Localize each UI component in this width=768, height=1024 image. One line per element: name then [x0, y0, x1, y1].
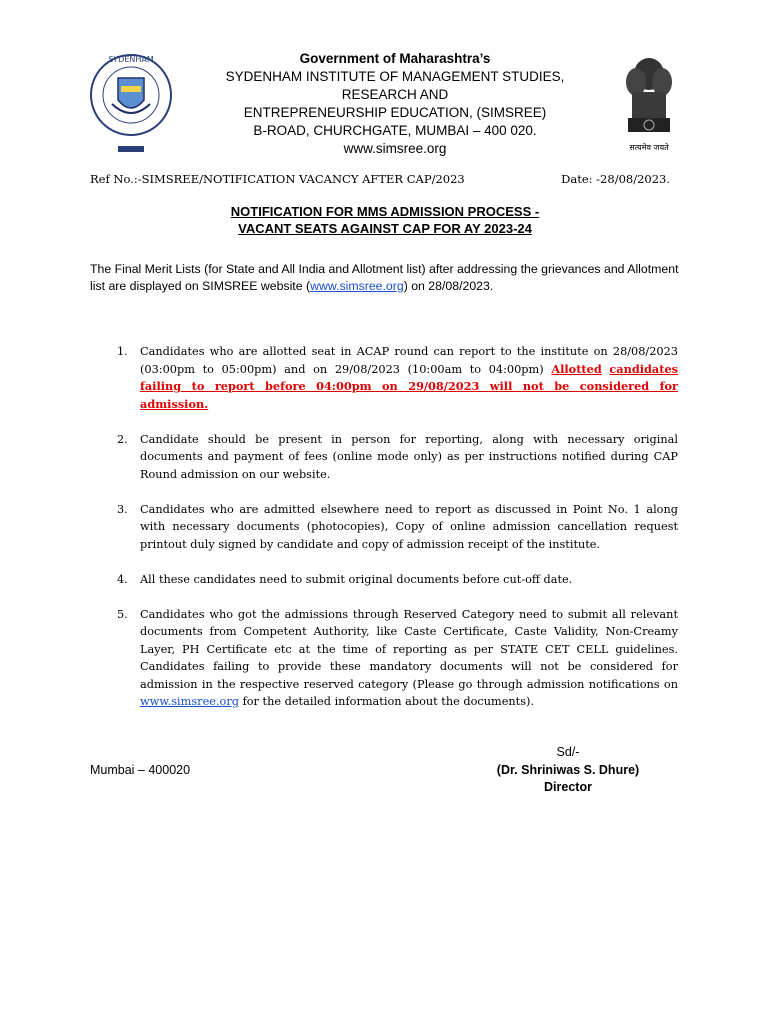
signature-sd: Sd/-	[556, 745, 580, 759]
list-item	[90, 501, 678, 554]
list-item	[90, 343, 678, 413]
national-emblem	[618, 52, 680, 156]
item-text-end: for the detailed information about the documents).	[238, 695, 535, 708]
institute-header	[190, 50, 600, 158]
signatory-name: (Dr. Shriniwas S. Dhure)	[496, 762, 640, 777]
list-item	[90, 606, 678, 711]
item-number: 5.	[117, 607, 128, 621]
emblem-caption: सत्यमेव जयते	[629, 143, 669, 152]
item-text: Candidates who are allotted seat in ACAP round can report to the institute on 28/08/2023 (03:00pm to 05:00pm) and on 29/08/2023 (10:00am to 04:00pm)	[140, 345, 678, 376]
title-line1: NOTIFICATION FOR MMS ADMISSION PROCESS -	[230, 204, 540, 219]
item-text: Candidates who got the admissions through Reserved Category need to submit all relevant documents from Competent Authority, like Caste Certificate, Caste Validity, Non-Creamy Layer, PH Certificate etc at the time of reporting as per STATE CET CELL guidelines. Candidates failing to provide these mandatory documents will not be considered for admission in the respective reserved category (Please go through admission notifications on	[140, 607, 678, 691]
title-line2: VACANT SEATS AGAINST CAP FOR AY 2023-24	[238, 221, 532, 236]
item-text: Candidate should be present in person for reporting, along with necessary original documents and payment of fees (online mode only) as per instructions notified during CAP Round admission on our website.	[140, 432, 678, 481]
footer-place: Mumbai – 400020	[90, 763, 191, 777]
intro-text: The Final Merit Lists (for State and All India and Allotment list) after addressing the grievances and Allotment list are displayed on SIMSREE website (	[90, 262, 679, 293]
notification-title	[90, 203, 680, 237]
item-number: 4.	[117, 572, 128, 586]
institute-name-line1: SYDENHAM INSTITUTE OF MANAGEMENT STUDIES, RESEARCH AND	[225, 69, 565, 102]
intro-text-end: ) on 28/08/2023.	[403, 279, 494, 293]
item-text: Candidates who are admitted elsewhere need to report as discussed in Point No. 1 along with necessary documents (photocopies), Copy of online admission cancellation request printout duly signed by candidate and copy of admission receipt of the institute.	[140, 502, 678, 551]
institute-website[interactable]: www.simsree.org	[343, 141, 447, 156]
list-item	[90, 431, 678, 484]
item-number: 2.	[117, 432, 128, 446]
item-warning-b: candidates failing to report before 04:00pm on 29/08/2023 will not be considered for admission.	[140, 361, 679, 411]
signature-block	[488, 744, 648, 797]
item-website-link[interactable]: www.simsree.org	[140, 695, 239, 708]
item-number: 1.	[117, 345, 128, 358]
intro-paragraph	[90, 261, 680, 295]
item-number: 3.	[117, 502, 128, 516]
notification-date: Date: -28/08/2023.	[561, 172, 670, 186]
item-text: All these candidates need to submit original documents before cut-off date.	[140, 572, 573, 586]
institute-address: B-ROAD, CHURCHGATE, MUMBAI – 400 020.	[253, 123, 537, 138]
item-warning-a: Allotted	[551, 361, 602, 376]
government-line: Government of Maharashtra’s	[299, 51, 491, 66]
signatory-role: Director	[544, 780, 592, 794]
list-item	[90, 571, 678, 589]
instructions-list	[90, 343, 678, 728]
institute-name-line2: ENTREPRENEURSHIP EDUCATION, (SIMSREE)	[243, 105, 547, 120]
intro-website-link[interactable]: www.simsree.org	[310, 279, 404, 293]
simsree-logo	[88, 50, 174, 156]
logo-text: SYDENHAM	[108, 55, 154, 64]
reference-number: Ref No.:-SIMSREE/NOTIFICATION VACANCY AFTER CAP/2023	[90, 172, 465, 186]
